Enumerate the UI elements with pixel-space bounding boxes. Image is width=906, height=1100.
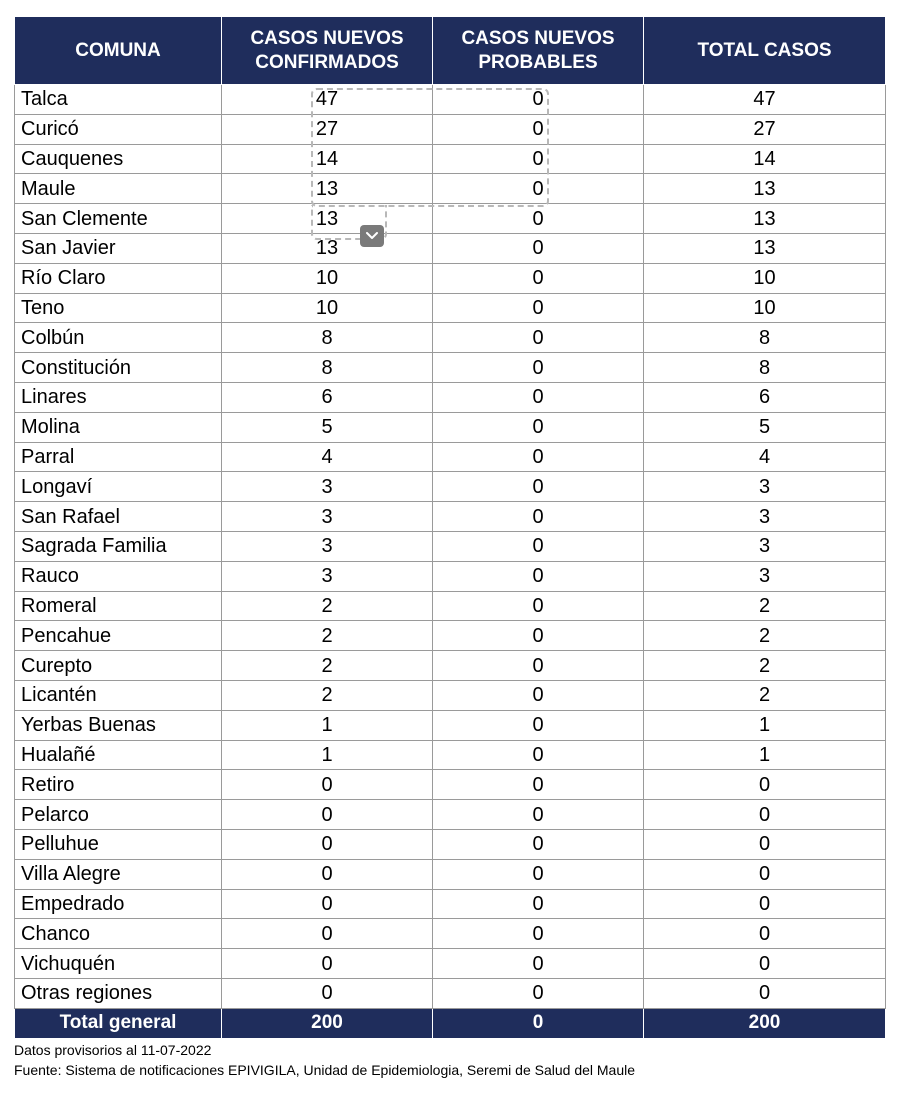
table-row (15, 949, 886, 979)
cell-probables[interactable]: 0 (433, 502, 644, 532)
cell-probables[interactable]: 0 (433, 174, 644, 204)
cell-comuna[interactable]: Sagrada Familia (15, 531, 222, 561)
cell-confirmados[interactable]: 3 (222, 561, 433, 591)
cell-comuna[interactable]: Villa Alegre (15, 859, 222, 889)
cell-total[interactable]: 1 (644, 740, 886, 770)
table-row (15, 85, 886, 115)
cell-confirmados[interactable]: 27 (222, 114, 433, 144)
cell-probables[interactable]: 0 (433, 561, 644, 591)
table-body (15, 85, 886, 1009)
cell-probables[interactable]: 0 (433, 114, 644, 144)
cell-comuna[interactable]: Pelarco (15, 800, 222, 830)
cell-confirmados[interactable]: 5 (222, 412, 433, 442)
cell-total[interactable]: 8 (644, 323, 886, 353)
cell-confirmados[interactable]: 13 (222, 174, 433, 204)
cell-comuna[interactable]: Longaví (15, 472, 222, 502)
cell-total[interactable]: 1 (644, 710, 886, 740)
cell-comuna[interactable]: Curepto (15, 651, 222, 681)
cell-comuna[interactable]: Maule (15, 174, 222, 204)
cell-probables[interactable]: 0 (433, 531, 644, 561)
table-row (15, 919, 886, 949)
table-row (15, 591, 886, 621)
cell-total[interactable]: 2 (644, 651, 886, 681)
cell-total[interactable]: 10 (644, 263, 886, 293)
table-row (15, 800, 886, 830)
cell-confirmados[interactable]: 1 (222, 710, 433, 740)
table-row (15, 651, 886, 681)
cell-total[interactable]: 0 (644, 978, 886, 1008)
cell-confirmados[interactable]: 2 (222, 591, 433, 621)
cell-confirmados[interactable]: 0 (222, 770, 433, 800)
table-row (15, 442, 886, 472)
cell-comuna[interactable]: Empedrado (15, 889, 222, 919)
cell-comuna[interactable]: Cauquenes (15, 144, 222, 174)
cell-confirmados[interactable]: 0 (222, 800, 433, 830)
cell-confirmados[interactable]: 2 (222, 621, 433, 651)
cell-comuna[interactable]: Curicó (15, 114, 222, 144)
table-row (15, 531, 886, 561)
table-header (15, 17, 886, 85)
cell-probables[interactable]: 0 (433, 85, 644, 115)
cell-total[interactable]: 2 (644, 591, 886, 621)
table-row (15, 829, 886, 859)
cell-comuna[interactable]: Molina (15, 412, 222, 442)
cell-confirmados[interactable]: 0 (222, 949, 433, 979)
cell-comuna[interactable]: Rauco (15, 561, 222, 591)
cell-probables[interactable]: 0 (433, 263, 644, 293)
cell-comuna[interactable]: Río Claro (15, 263, 222, 293)
cell-comuna[interactable]: Teno (15, 293, 222, 323)
cell-probables[interactable]: 0 (433, 770, 644, 800)
table-row (15, 770, 886, 800)
cases-table-sheet (14, 16, 885, 1039)
cell-total[interactable]: 0 (644, 889, 886, 919)
table-row (15, 621, 886, 651)
total-probables: 0 (433, 1008, 644, 1038)
cell-confirmados[interactable]: 8 (222, 353, 433, 383)
table-row (15, 233, 886, 263)
cell-total[interactable]: 14 (644, 144, 886, 174)
cell-probables[interactable]: 0 (433, 949, 644, 979)
cell-probables[interactable]: 0 (433, 412, 644, 442)
cell-total[interactable]: 0 (644, 949, 886, 979)
cell-total[interactable]: 13 (644, 233, 886, 263)
table-row (15, 204, 886, 234)
cell-comuna[interactable]: Talca (15, 85, 222, 115)
table-row (15, 978, 886, 1008)
cell-probables[interactable]: 0 (433, 144, 644, 174)
cell-total[interactable]: 6 (644, 382, 886, 412)
cell-probables[interactable]: 0 (433, 889, 644, 919)
cell-confirmados[interactable]: 0 (222, 889, 433, 919)
table-footer (15, 1008, 886, 1038)
cell-probables[interactable]: 0 (433, 442, 644, 472)
table-row (15, 889, 886, 919)
cell-comuna[interactable]: Otras regiones (15, 978, 222, 1008)
footnotes (14, 1040, 635, 1080)
cell-comuna[interactable]: Yerbas Buenas (15, 710, 222, 740)
cell-probables[interactable]: 0 (433, 621, 644, 651)
cell-comuna[interactable]: Chanco (15, 919, 222, 949)
cell-confirmados[interactable]: 6 (222, 382, 433, 412)
cell-total[interactable]: 27 (644, 114, 886, 144)
table-row (15, 561, 886, 591)
cell-total[interactable]: 2 (644, 680, 886, 710)
cell-total[interactable]: 10 (644, 293, 886, 323)
cell-total[interactable]: 0 (644, 919, 886, 949)
cell-total[interactable]: 47 (644, 85, 886, 115)
table-row (15, 680, 886, 710)
chevron-down-icon (366, 232, 378, 240)
cell-total[interactable]: 3 (644, 561, 886, 591)
table-row (15, 472, 886, 502)
cases-table (14, 16, 886, 1039)
cell-total[interactable]: 3 (644, 472, 886, 502)
cell-comuna[interactable]: Pelluhue (15, 829, 222, 859)
table-row (15, 412, 886, 442)
cell-total[interactable]: 5 (644, 412, 886, 442)
table-row (15, 382, 886, 412)
table-row (15, 263, 886, 293)
cell-total[interactable]: 0 (644, 829, 886, 859)
cell-confirmados[interactable]: 3 (222, 502, 433, 532)
cell-probables[interactable]: 0 (433, 829, 644, 859)
header-confirmados: CASOS NUEVOS CONFIRMADOS (222, 17, 433, 85)
cell-confirmados[interactable]: 3 (222, 531, 433, 561)
header-comuna: COMUNA (15, 17, 222, 85)
table-row (15, 114, 886, 144)
cell-comuna[interactable]: Licantén (15, 680, 222, 710)
cell-probables[interactable]: 0 (433, 978, 644, 1008)
cell-comuna[interactable]: Romeral (15, 591, 222, 621)
cell-confirmados[interactable]: 47 (222, 85, 433, 115)
cell-confirmados[interactable]: 0 (222, 919, 433, 949)
cell-confirmados[interactable]: 2 (222, 680, 433, 710)
cell-confirmados[interactable]: 1 (222, 740, 433, 770)
cell-probables[interactable]: 0 (433, 353, 644, 383)
cell-comuna[interactable]: San Clemente (15, 204, 222, 234)
table-row (15, 323, 886, 353)
cell-confirmados[interactable]: 4 (222, 442, 433, 472)
cell-total[interactable]: 4 (644, 442, 886, 472)
total-total: 200 (644, 1008, 886, 1038)
header-total: TOTAL CASOS (644, 17, 886, 85)
table-row (15, 740, 886, 770)
cell-confirmados[interactable]: 10 (222, 263, 433, 293)
cell-total[interactable]: 0 (644, 770, 886, 800)
cell-comuna[interactable]: Linares (15, 382, 222, 412)
table-row (15, 174, 886, 204)
cell-confirmados[interactable]: 0 (222, 859, 433, 889)
cell-probables[interactable]: 0 (433, 323, 644, 353)
table-row (15, 144, 886, 174)
cell-total[interactable]: 0 (644, 800, 886, 830)
cell-confirmados[interactable]: 0 (222, 978, 433, 1008)
cell-confirmados[interactable]: 0 (222, 829, 433, 859)
cell-confirmados[interactable]: 3 (222, 472, 433, 502)
cell-comuna[interactable]: Parral (15, 442, 222, 472)
cell-comuna[interactable]: Pencahue (15, 621, 222, 651)
cell-confirmados[interactable]: 8 (222, 323, 433, 353)
cell-total[interactable]: 3 (644, 502, 886, 532)
table-row (15, 710, 886, 740)
cell-total[interactable]: 13 (644, 204, 886, 234)
cell-comuna[interactable]: San Javier (15, 233, 222, 263)
cell-comuna[interactable]: Hualañé (15, 740, 222, 770)
cell-probables[interactable]: 0 (433, 800, 644, 830)
cell-probables[interactable]: 0 (433, 651, 644, 681)
cell-probables[interactable]: 0 (433, 382, 644, 412)
cell-confirmados[interactable]: 14 (222, 144, 433, 174)
cell-confirmados[interactable]: 13 (222, 233, 433, 263)
cell-total[interactable]: 8 (644, 353, 886, 383)
cell-probables[interactable]: 0 (433, 591, 644, 621)
cell-probables[interactable]: 0 (433, 710, 644, 740)
table-row (15, 293, 886, 323)
table-row (15, 353, 886, 383)
cell-probables[interactable]: 0 (433, 740, 644, 770)
cell-total[interactable]: 13 (644, 174, 886, 204)
cell-probables[interactable]: 0 (433, 233, 644, 263)
total-confirmados: 200 (222, 1008, 433, 1038)
cell-options-button[interactable] (360, 225, 384, 247)
cell-probables[interactable]: 0 (433, 472, 644, 502)
source-note: Fuente: Sistema de notificaciones EPIVIGILA, Unidad de Epidemiologia, Seremi de Salud del Maule (14, 1062, 636, 1078)
cell-comuna[interactable]: Vichuquén (15, 949, 222, 979)
cell-comuna[interactable]: Constitución (15, 353, 222, 383)
cell-total[interactable]: 0 (644, 859, 886, 889)
table-row (15, 859, 886, 889)
cell-confirmados[interactable]: 2 (222, 651, 433, 681)
provisional-note: Datos provisorios al 11-07-2022 (14, 1042, 212, 1058)
header-probables: CASOS NUEVOS PROBABLES (433, 17, 644, 85)
cell-probables[interactable]: 0 (433, 919, 644, 949)
total-row (15, 1008, 886, 1038)
cell-probables[interactable]: 0 (433, 293, 644, 323)
cell-comuna[interactable]: Colbún (15, 323, 222, 353)
table-row (15, 502, 886, 532)
cell-comuna[interactable]: San Rafael (15, 502, 222, 532)
cell-total[interactable]: 3 (644, 531, 886, 561)
total-label: Total general (15, 1008, 222, 1038)
cell-probables[interactable]: 0 (433, 680, 644, 710)
cell-probables[interactable]: 0 (433, 859, 644, 889)
cell-probables[interactable]: 0 (433, 204, 644, 234)
cell-total[interactable]: 2 (644, 621, 886, 651)
cell-comuna[interactable]: Retiro (15, 770, 222, 800)
cell-confirmados[interactable]: 13 (222, 204, 433, 234)
cell-confirmados[interactable]: 10 (222, 293, 433, 323)
